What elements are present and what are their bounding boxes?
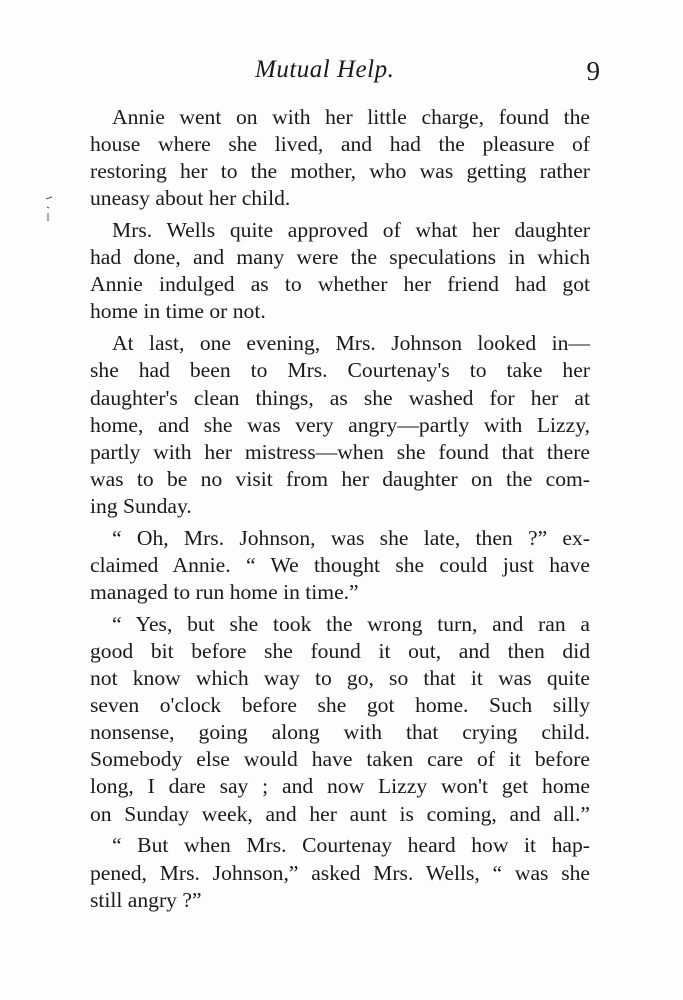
- text-line: managed to run home in time.”: [90, 579, 359, 604]
- text-line: she had been to Mrs. Courtenay's to take her: [90, 358, 590, 383]
- margin-mark: [44, 195, 56, 223]
- text-line: was to be no visit from her daughter on the com-: [90, 466, 590, 491]
- text-line: “ But when Mrs. Courtenay heard how it hap-: [112, 833, 590, 858]
- text-line: At last, one evening, Mrs. Johnson looked in—: [112, 331, 590, 356]
- text-line: ing Sunday.: [90, 493, 192, 518]
- text-line: good bit before she found it out, and then did: [90, 638, 590, 663]
- text-line: had done, and many were the speculations in which: [90, 245, 590, 270]
- text-line: pened, Mrs. Johnson,” asked Mrs. Wells, “ was she: [90, 860, 590, 885]
- chapter-title: Mutual Help.: [255, 56, 395, 83]
- text-line: claimed Annie. “ We thought she could just have: [90, 552, 590, 577]
- text-line: restoring her to the mother, who was getting rather: [90, 159, 590, 184]
- text-line: seven o'clock before she got home. Such silly: [90, 693, 590, 718]
- paragraph: [90, 611, 590, 828]
- text-line: still angry ?”: [90, 887, 202, 912]
- paragraph: [90, 525, 590, 606]
- paragraph: [90, 832, 590, 913]
- text-line: long, I dare say ; and now Lizzy won't get home: [90, 774, 590, 799]
- text-line: Annie indulged as to whether her friend had got: [90, 272, 590, 297]
- running-head: [90, 56, 600, 92]
- text-line: partly with her mistress—when she found that there: [90, 439, 590, 464]
- text-line: Mrs. Wells quite approved of what her daughter: [112, 218, 590, 243]
- paragraph: [90, 217, 590, 325]
- text-line: daughter's clean things, as she washed for her at: [90, 385, 590, 410]
- text-line: “ Yes, but she took the wrong turn, and ran a: [112, 611, 590, 636]
- text-line: uneasy about her child.: [90, 186, 291, 211]
- body-text: [90, 104, 590, 914]
- text-line: house where she lived, and had the pleasure of: [90, 132, 590, 157]
- text-line: Annie went on with her little charge, found the: [112, 105, 590, 129]
- paragraph: [90, 330, 590, 520]
- text-line: home, and she was very angry—partly with Lizzy,: [90, 412, 590, 437]
- paragraph: [90, 104, 590, 212]
- page-number: 9: [586, 56, 600, 86]
- text-line: on Sunday week, and her aunt is coming, and all.”: [90, 801, 590, 826]
- text-line: “ Oh, Mrs. Johnson, was she late, then ?” ex-: [112, 525, 590, 550]
- text-line: not know which way to go, so that it was quite: [90, 666, 590, 691]
- text-line: home in time or not.: [90, 299, 266, 324]
- text-line: Somebody else would have taken care of it before: [90, 747, 590, 772]
- text-line: nonsense, going along with that crying child.: [90, 720, 590, 745]
